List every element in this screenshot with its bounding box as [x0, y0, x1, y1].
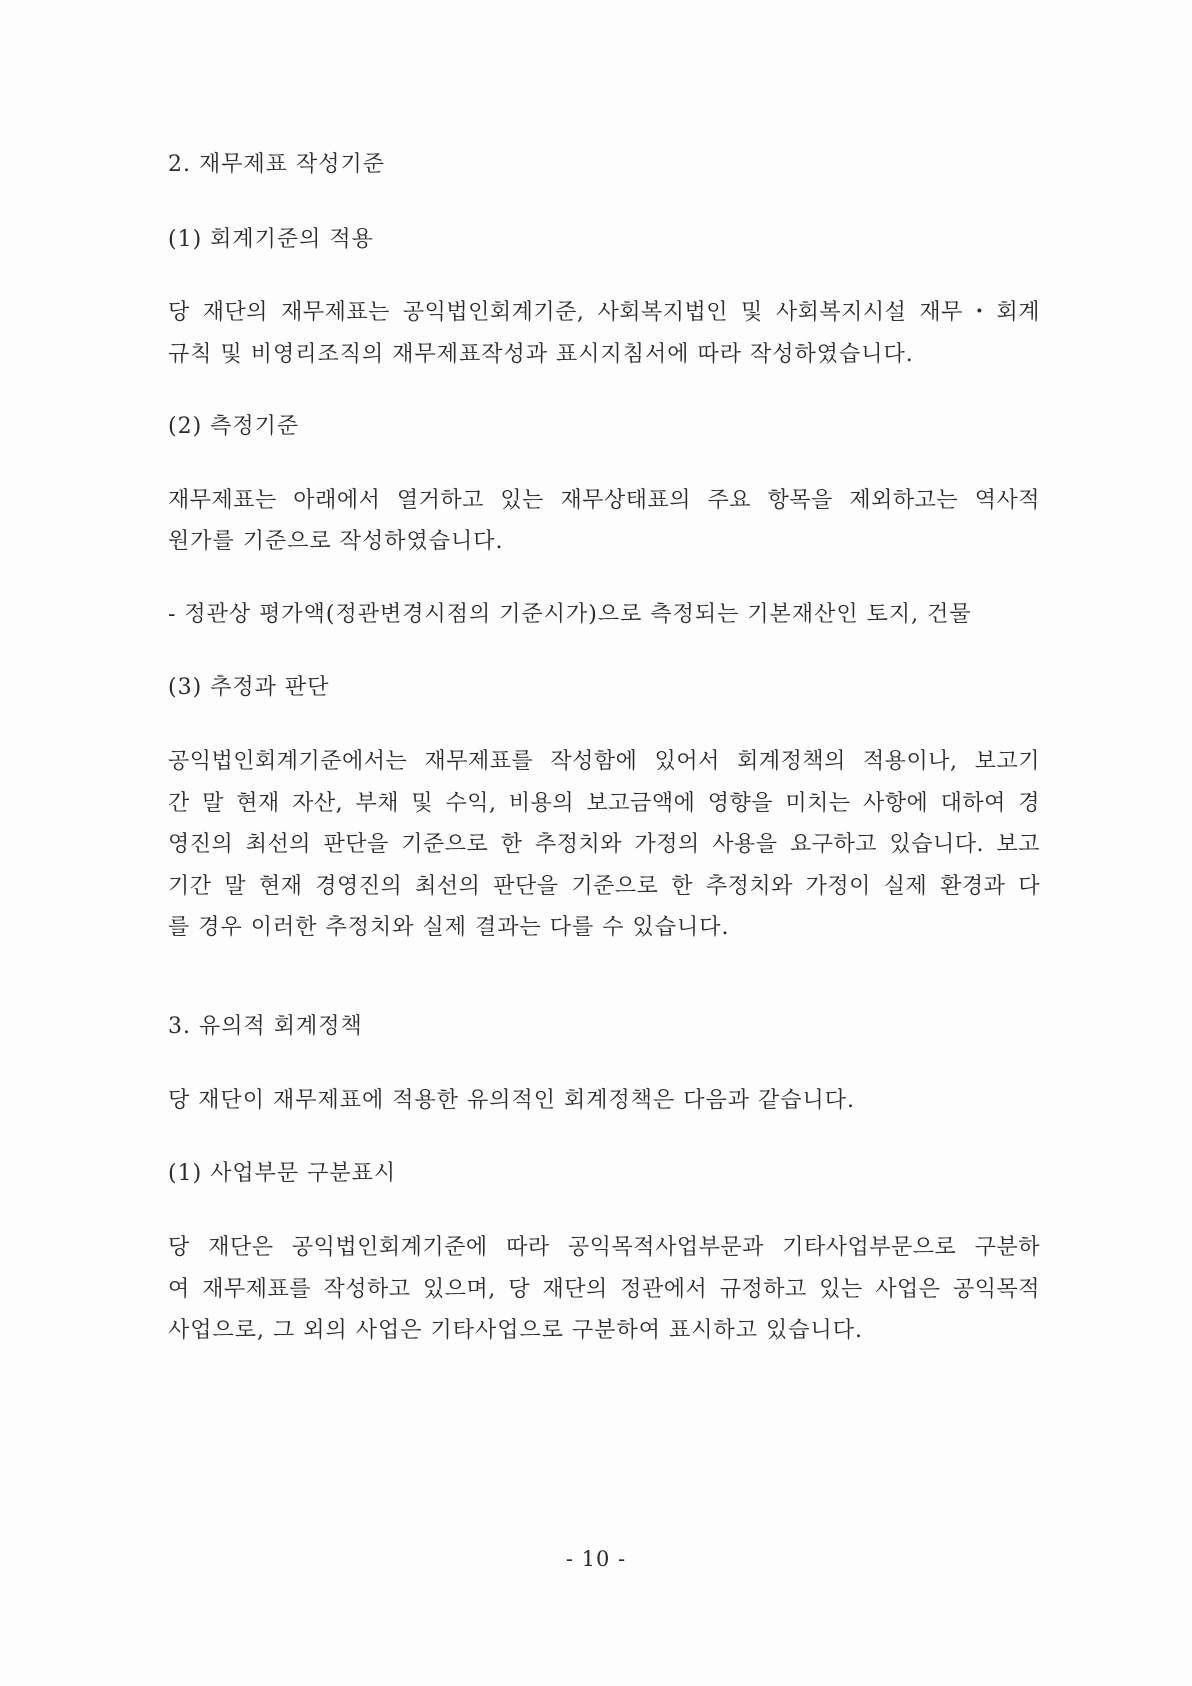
section-3-1-heading: (1) 사업부문 구분표시 [168, 1161, 397, 1186]
section-2-3-paragraph-line-1: 공익법인회계기준에서는 재무제표를 작성함에 있어서 회계정책의 적용이나, 보고기 [168, 749, 1040, 774]
section-2-3-paragraph-line-2: 간 말 현재 자산, 부채 및 수익, 비용의 보고금액에 영향을 미치는 사항에 대하여 경 [168, 791, 1040, 816]
section-2-3-paragraph-line-3: 영진의 최선의 판단을 기준으로 한 추정치와 가정의 사용을 요구하고 있습니다. 보고 [168, 832, 1040, 857]
section-2-2-paragraph-line-1: 재무제표는 아래에서 열거하고 있는 재무상태표의 주요 항목을 제외하고는 역사적 [168, 488, 1040, 513]
section-2-3-paragraph-line-4: 기간 말 현재 경영진의 최선의 판단을 기준으로 한 추정치와 가정이 실제 환경과 다 [168, 874, 1040, 899]
section-2-1-paragraph-line-1: 당 재단의 재무제표는 공익법인회계기준, 사회복지법인 및 사회복지시설 재무・회계 [168, 300, 1040, 325]
section-3-1-paragraph-line-2: 여 재무제표를 작성하고 있으며, 당 재단의 정관에서 규정하고 있는 사업은 공익목적 [168, 1277, 1040, 1302]
section-2-1-paragraph-line-2: 규칙 및 비영리조직의 재무제표작성과 표시지침서에 따라 작성하였습니다. [168, 342, 914, 367]
section-3-1-paragraph-line-3: 사업으로, 그 외의 사업은 기타사업으로 구분하여 표시하고 있습니다. [168, 1318, 863, 1343]
section-3-1-paragraph-line-1: 당 재단은 공익법인회계기준에 따라 공익목적사업부문과 기타사업부문으로 구분하 [168, 1235, 1040, 1260]
page-number: - 10 - [565, 1547, 627, 1571]
section-2-2-heading: (2) 측정기준 [168, 414, 300, 439]
section-2-1-heading: (1) 회계기준의 적용 [168, 227, 374, 252]
section-3-intro: 당 재단이 재무제표에 적용한 유의적인 회계정책은 다음과 같습니다. [168, 1088, 856, 1113]
section-2-2-list-item: - 정관상 평가액(정관변경시점의 기준시가)으로 측정되는 기본재산인 토지, 건물 [168, 602, 972, 627]
section-2-3-paragraph-line-5: 를 경우 이러한 추정치와 실제 결과는 다를 수 있습니다. [168, 915, 730, 940]
section-2-heading: 2. 재무제표 작성기준 [168, 152, 385, 177]
section-2-3-heading: (3) 추정과 판단 [168, 675, 330, 700]
section-3-heading: 3. 유의적 회계정책 [168, 1014, 363, 1039]
section-2-2-paragraph-line-2: 원가를 기준으로 작성하였습니다. [168, 529, 504, 554]
